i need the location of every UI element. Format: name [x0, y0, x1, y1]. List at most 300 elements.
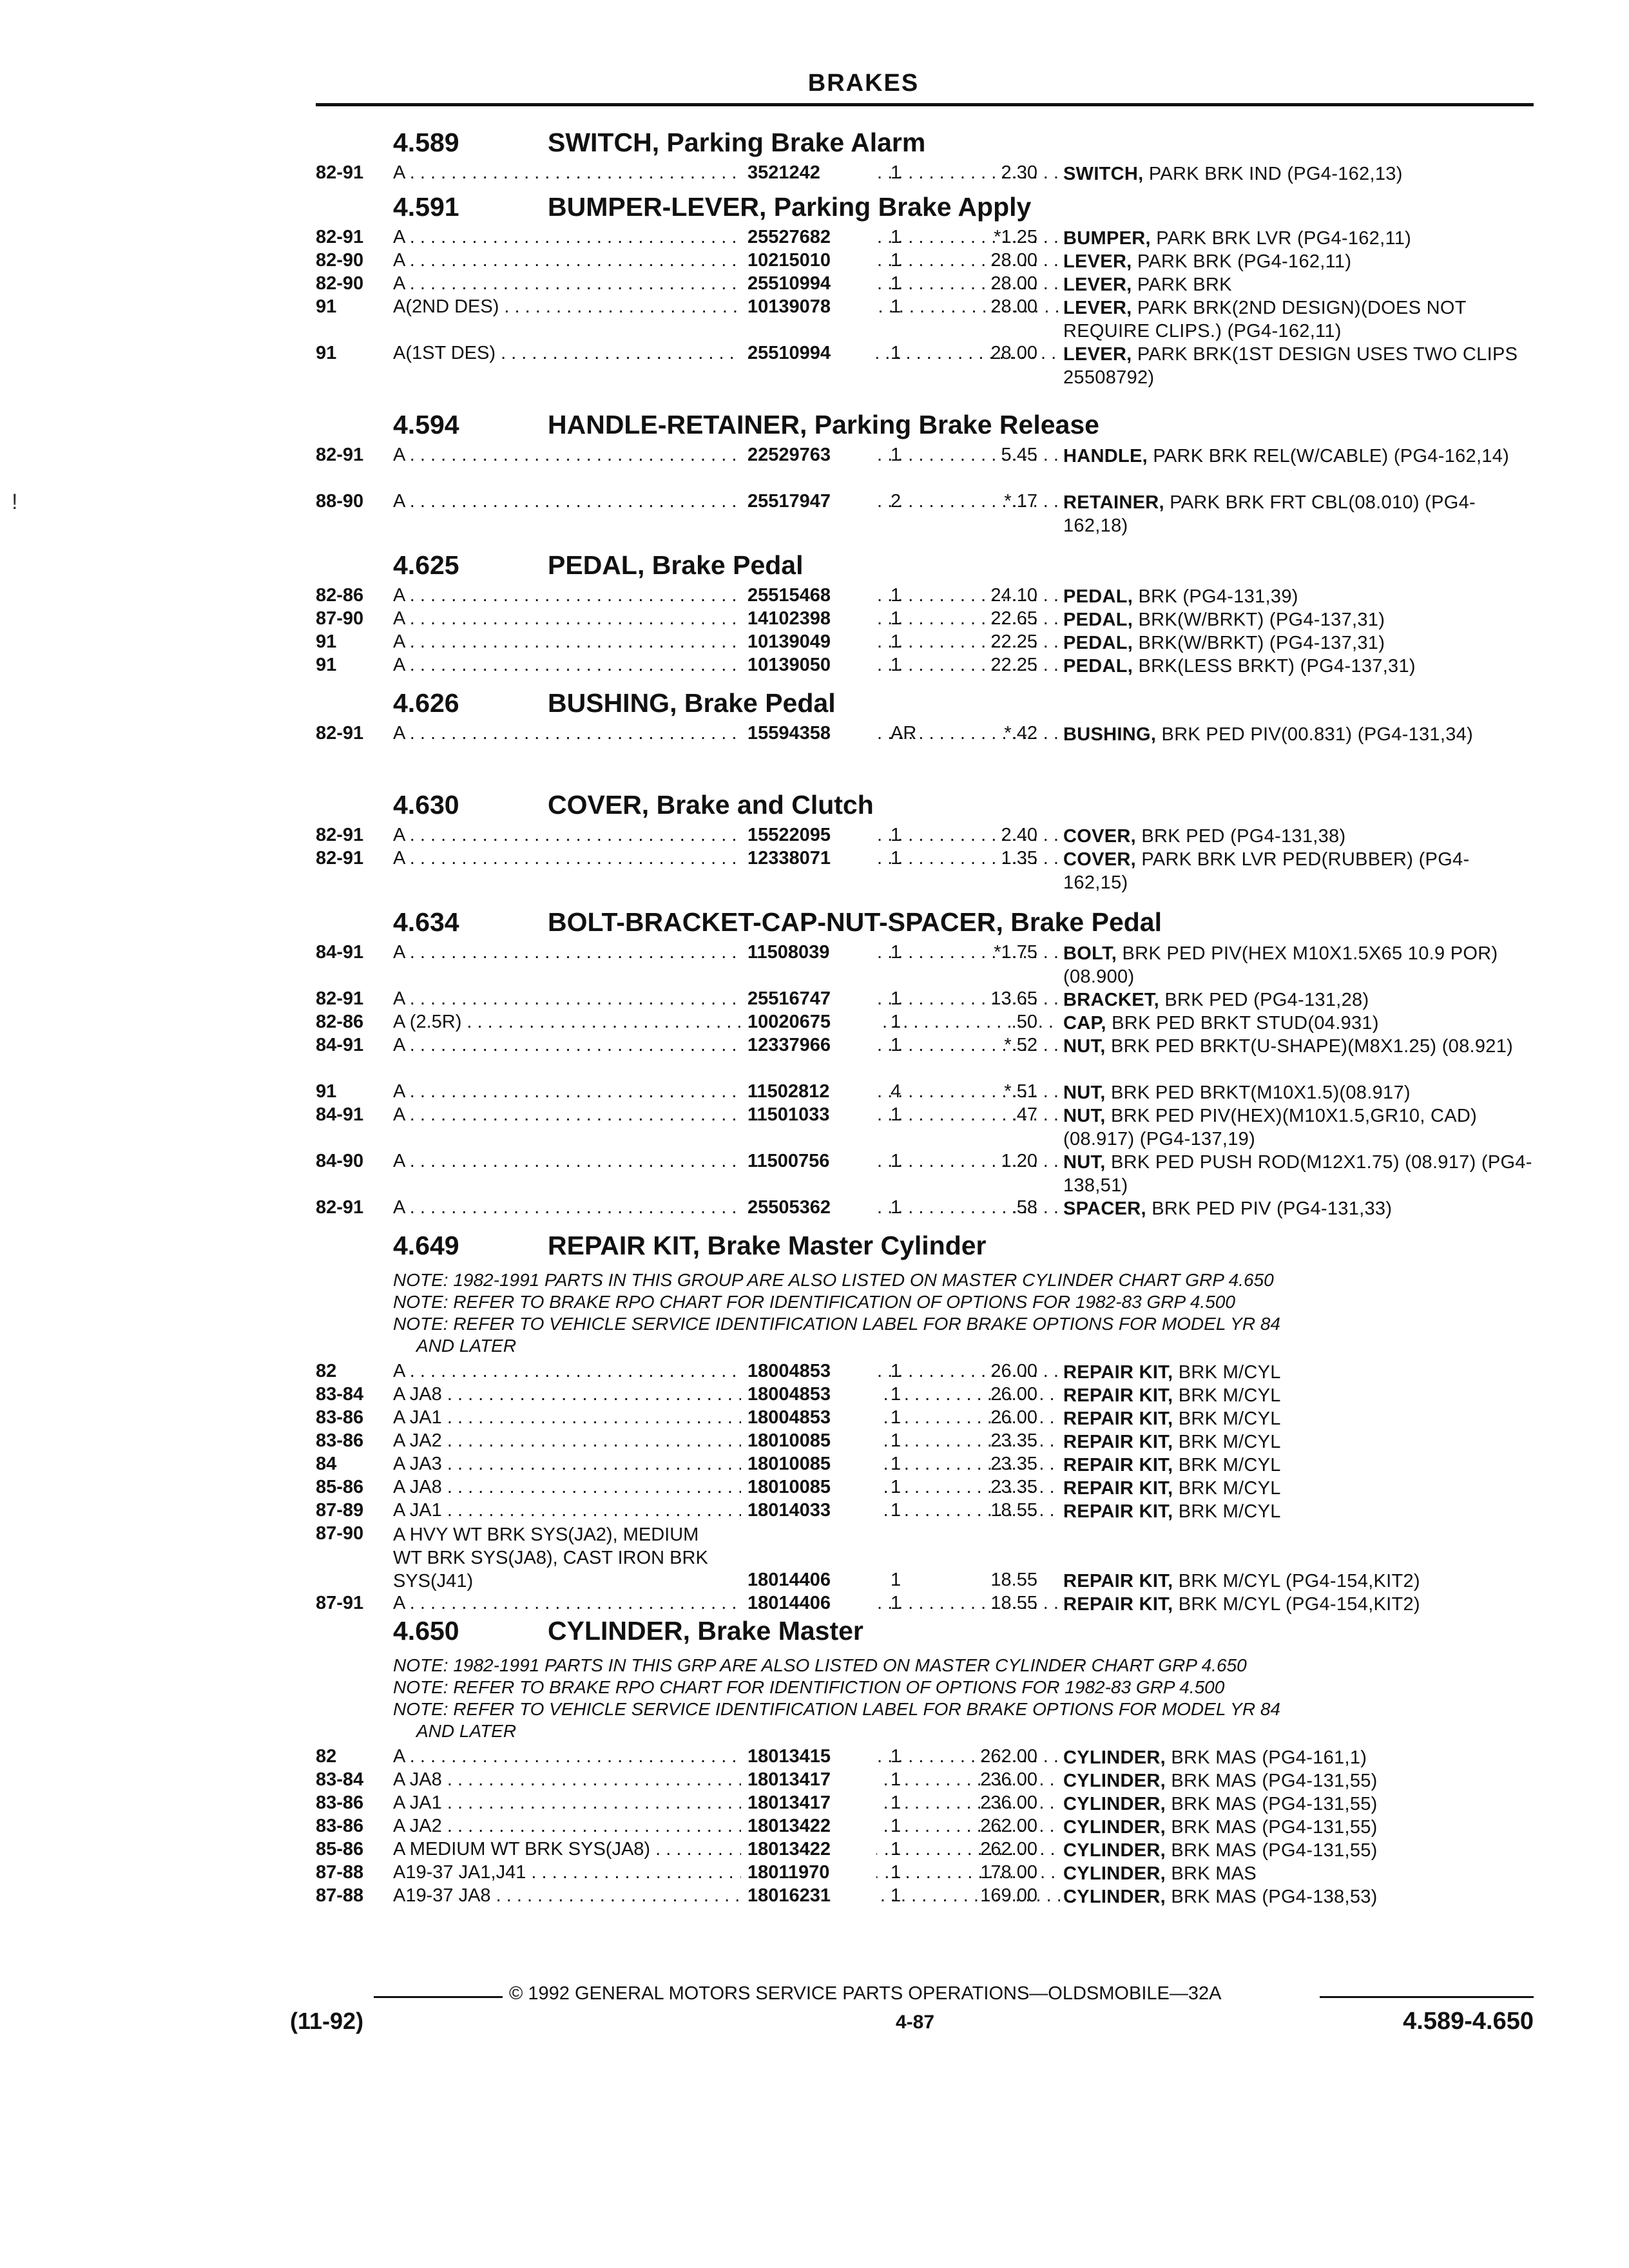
- part-description: [1063, 1430, 1534, 1454]
- description-name: COVER,: [1063, 849, 1136, 870]
- parts-row: [316, 1769, 1534, 1792]
- model-year: 83-84: [316, 1769, 364, 1790]
- description-detail: BRK(W/BRKT) (PG4-137,31): [1138, 610, 1385, 630]
- description-name: SWITCH,: [1063, 164, 1144, 184]
- description-name: BUSHING,: [1063, 724, 1157, 745]
- parts-row: [316, 1104, 1534, 1151]
- parts-row: [316, 1523, 1534, 1593]
- parts-row: [316, 1361, 1534, 1384]
- model-year: 87-88: [316, 1885, 364, 1906]
- section-heading: [316, 545, 1534, 585]
- part-number: 25510994: [741, 273, 876, 294]
- parts-row: [316, 1012, 1534, 1035]
- part-number: 15522095: [741, 825, 876, 846]
- price: 262.00: [980, 1746, 1037, 1767]
- quantity: 1: [891, 1012, 901, 1032]
- parts-row: [316, 227, 1534, 250]
- part-number: 12337966: [741, 1035, 876, 1056]
- note-line: AND LATER: [416, 1336, 517, 1356]
- quantity: 1: [891, 273, 901, 294]
- quantity: 4: [891, 1081, 901, 1102]
- part-number: 25505362: [741, 1197, 876, 1218]
- description-detail: BRK MAS (PG4-161,1): [1171, 1747, 1367, 1768]
- part-description: [1063, 162, 1534, 186]
- quantity: 1: [891, 825, 901, 845]
- parts-row: [316, 1477, 1534, 1500]
- model-applicability: A . . .: [393, 273, 1060, 294]
- parts-row: [316, 1454, 1534, 1477]
- parts-row: [316, 848, 1534, 894]
- part-number: 18010085: [741, 1477, 876, 1498]
- description-detail: BRK PED BRKT(M10X1.5)(08.917): [1111, 1082, 1411, 1103]
- price: *1.75: [994, 942, 1037, 963]
- section-4-649: [316, 1225, 1534, 1616]
- quantity: 1: [891, 1151, 901, 1171]
- parts-row: [316, 1839, 1534, 1862]
- model-year: 82-91: [316, 445, 364, 465]
- section-4-589: [316, 122, 1534, 186]
- section-heading: [316, 1225, 1534, 1265]
- description-detail: PARK BRK: [1137, 274, 1232, 295]
- parts-row: [316, 1430, 1534, 1454]
- description-detail: BRK PED (PG4-131,38): [1141, 826, 1346, 847]
- model-applicability: A JA2 . . .: [393, 1430, 1060, 1452]
- section-number: 4.650: [393, 1616, 459, 1646]
- part-number: 11500756: [741, 1151, 876, 1172]
- model-applicability: A . . .: [393, 585, 1060, 606]
- price: 28.00: [990, 296, 1037, 317]
- price: *.42: [1004, 723, 1037, 744]
- quantity: 1: [891, 988, 901, 1009]
- quantity: 1: [891, 1430, 901, 1451]
- model-year: 82-91: [316, 723, 364, 744]
- description-name: REPAIR KIT,: [1063, 1385, 1173, 1406]
- part-description: [1063, 988, 1534, 1012]
- parts-rows: [316, 825, 1534, 894]
- parts-row: [316, 942, 1534, 988]
- part-description: [1063, 1035, 1534, 1058]
- description-name: CYLINDER,: [1063, 1747, 1166, 1768]
- part-number: 18014033: [741, 1500, 876, 1521]
- parts-row: [316, 343, 1534, 389]
- part-description: [1063, 585, 1534, 608]
- parts-row: [316, 1407, 1534, 1430]
- note-line: NOTE: REFER TO BRAKE RPO CHART FOR IDENTIFICTION OF OPTIONS FOR 1982-83 GRP 4.500: [393, 1677, 1225, 1697]
- model-applicability: A19-37 JA1,J41 . . .: [393, 1862, 1060, 1883]
- part-number: 18011970: [741, 1862, 876, 1883]
- part-number: 18010085: [741, 1454, 876, 1475]
- quantity: 1: [891, 848, 901, 869]
- parts-row: [316, 1862, 1534, 1885]
- description-name: REPAIR KIT,: [1063, 1478, 1173, 1499]
- description-detail: BRK PED PIV(00.831) (PG4-131,34): [1161, 724, 1474, 745]
- model-year: 82-86: [316, 1012, 364, 1032]
- part-description: [1063, 1384, 1534, 1407]
- model-applicability: A . . .: [393, 1361, 1060, 1382]
- part-description: [1063, 296, 1534, 343]
- part-number: 18013417: [741, 1792, 876, 1814]
- description-name: REPAIR KIT,: [1063, 1571, 1173, 1591]
- price: 18.55: [990, 1570, 1037, 1590]
- description-name: CYLINDER,: [1063, 1863, 1166, 1884]
- model-applicability: A(2ND DES) . . .: [393, 296, 1060, 318]
- parts-row: [316, 1151, 1534, 1197]
- quantity: 1: [891, 1816, 901, 1836]
- quantity: 1: [891, 1035, 901, 1055]
- part-number: 10020675: [741, 1012, 876, 1033]
- parts-row: [316, 250, 1534, 273]
- description-detail: BRK PED PIV (PG4-131,33): [1152, 1198, 1393, 1219]
- price: 262.00: [980, 1839, 1037, 1860]
- model-applicability: A JA8 . . .: [393, 1384, 1060, 1405]
- model-year: 84: [316, 1454, 337, 1474]
- quantity: 1: [891, 1197, 901, 1218]
- description-detail: PARK BRK REL(W/CABLE) (PG4-162,14): [1153, 446, 1510, 466]
- footer-group-range: 4.589-4.650: [1403, 2008, 1534, 2035]
- price: 236.00: [980, 1792, 1037, 1813]
- quantity: 1: [891, 343, 901, 363]
- price: 22.25: [990, 631, 1037, 652]
- model-applicability: A JA8 . . .: [393, 1477, 1060, 1498]
- model-applicability: A . . .: [393, 848, 1060, 869]
- description-name: CAP,: [1063, 1013, 1106, 1033]
- section-number: 4.625: [393, 550, 459, 580]
- model-applicability: A . . .: [393, 491, 1060, 512]
- part-description: [1063, 825, 1534, 848]
- model-applicability: A . . .: [393, 655, 1060, 676]
- description-name: CYLINDER,: [1063, 1887, 1166, 1907]
- parts-row: [316, 825, 1534, 848]
- model-applicability: A . . .: [393, 988, 1060, 1010]
- model-year: 84-91: [316, 942, 364, 963]
- section-notes: [393, 1651, 1527, 1746]
- section-4-630: [316, 785, 1534, 894]
- part-description: [1063, 1012, 1534, 1035]
- model-applicability: A JA1 . . .: [393, 1407, 1060, 1428]
- quantity: 1: [891, 296, 901, 317]
- description-detail: BRK PED (PG4-131,28): [1164, 990, 1369, 1010]
- section-4-634: [316, 902, 1534, 1220]
- footer-rule-right: [1320, 1996, 1534, 1998]
- part-number: 10139050: [741, 655, 876, 676]
- description-detail: BRK MAS (PG4-131,55): [1171, 1794, 1378, 1814]
- description-detail: BRK M/CYL: [1178, 1408, 1281, 1429]
- description-name: PEDAL,: [1063, 610, 1133, 630]
- model-applicability: A . . .: [393, 1593, 1060, 1614]
- price: 24.10: [990, 585, 1037, 606]
- model-year: 82-90: [316, 273, 364, 294]
- section-heading: [316, 1611, 1534, 1651]
- model-applicability: A JA3 . . .: [393, 1454, 1060, 1475]
- description-detail: PARK BRK FRT CBL(08.010) (PG4-162,18): [1063, 492, 1476, 536]
- model-applicability: A(1ST DES) . . .: [393, 343, 1060, 364]
- part-number: 25510994: [741, 343, 876, 364]
- price: .47: [1011, 1104, 1037, 1125]
- model-applicability: A . . .: [393, 942, 1060, 963]
- parts-rows: [316, 227, 1534, 389]
- part-number: 25516747: [741, 988, 876, 1010]
- part-number: 11502812: [741, 1081, 876, 1102]
- part-description: [1063, 1792, 1534, 1816]
- description-name: PEDAL,: [1063, 586, 1133, 607]
- quantity: 1: [891, 655, 901, 675]
- part-description: [1063, 631, 1534, 655]
- description-detail: BRK M/CYL: [1178, 1478, 1281, 1499]
- quantity: 1: [891, 942, 901, 963]
- section-title: HANDLE-RETAINER, Parking Brake Release: [548, 410, 1099, 439]
- description-detail: BRK(LESS BRKT) (PG4-137,31): [1138, 656, 1416, 677]
- model-year: 84-91: [316, 1104, 364, 1125]
- price: 262.00: [980, 1816, 1037, 1836]
- description-detail: BRK MAS (PG4-131,55): [1171, 1840, 1378, 1861]
- part-number: 18013422: [741, 1816, 876, 1837]
- quantity: 1: [891, 1746, 901, 1767]
- description-detail: BRK PED PUSH ROD(M12X1.75) (08.917) (PG4-138,51): [1063, 1152, 1532, 1196]
- description-name: PEDAL,: [1063, 656, 1133, 677]
- description-detail: BRK(W/BRKT) (PG4-137,31): [1138, 633, 1385, 653]
- price: 23.35: [990, 1477, 1037, 1497]
- price: .50: [1011, 1012, 1037, 1032]
- model-applicability: A . . .: [393, 1197, 1060, 1218]
- description-detail: BRK M/CYL: [1178, 1362, 1281, 1383]
- quantity: 1: [891, 227, 901, 247]
- description-name: LEVER,: [1063, 344, 1132, 365]
- quantity: AR: [891, 723, 917, 744]
- description-detail: BRK M/CYL (PG4-154,KIT2): [1178, 1594, 1420, 1615]
- part-description: [1063, 1570, 1534, 1593]
- section-title: SWITCH, Parking Brake Alarm: [548, 128, 926, 157]
- price: *.52: [1004, 1035, 1037, 1055]
- section-4-594: [316, 405, 1534, 537]
- model-year: 91: [316, 631, 337, 652]
- header-rule: [316, 103, 1534, 106]
- description-detail: BRK MAS (PG4-131,55): [1171, 1771, 1378, 1791]
- description-name: BRACKET,: [1063, 990, 1160, 1010]
- parts-rows: [316, 942, 1534, 1220]
- quantity: 1: [891, 585, 901, 606]
- parts-row: [316, 1792, 1534, 1816]
- parts-row: [316, 585, 1534, 608]
- model-year: 88-90: [316, 491, 364, 512]
- section-number: 4.594: [393, 410, 459, 439]
- part-number: 11508039: [741, 942, 876, 963]
- section-heading: [316, 405, 1534, 445]
- description-name: REPAIR KIT,: [1063, 1432, 1173, 1452]
- model-applicability: A MEDIUM WT BRK SYS(JA8) . . .: [393, 1839, 1060, 1860]
- margin-mark: !: [12, 490, 18, 514]
- part-description: [1063, 608, 1534, 631]
- footer-copyright: © 1992 GENERAL MOTORS SERVICE PARTS OPERATIONS—OLDSMOBILE—32A: [509, 1983, 1222, 2004]
- quantity: 1: [891, 162, 901, 183]
- price: 5.45: [1001, 445, 1037, 465]
- part-description: [1063, 1769, 1534, 1792]
- model-applicability: A . . .: [393, 1035, 1060, 1056]
- quantity: 1: [891, 1839, 901, 1860]
- section-number: 4.591: [393, 192, 459, 222]
- part-number: 18010085: [741, 1430, 876, 1452]
- price: 13.65: [990, 988, 1037, 1009]
- model-applicability: A JA8 . . .: [393, 1769, 1060, 1791]
- price: 28.00: [990, 343, 1037, 363]
- description-detail: PARK BRK IND (PG4-162,13): [1148, 164, 1403, 184]
- model-year: 83-86: [316, 1792, 364, 1813]
- section-heading: [316, 683, 1534, 723]
- model-year: 82: [316, 1361, 337, 1381]
- description-detail: BRK MAS (PG4-131,55): [1171, 1817, 1378, 1838]
- section-number: 4.634: [393, 907, 459, 937]
- part-number: 18013422: [741, 1839, 876, 1860]
- model-applicability: A . . .: [393, 723, 1060, 744]
- section-title: CYLINDER, Brake Master: [548, 1616, 863, 1646]
- part-number: 25517947: [741, 491, 876, 512]
- description-name: SPACER,: [1063, 1198, 1146, 1219]
- footer-rule-left: [374, 1996, 503, 1998]
- footer-page-number: 4-87: [896, 2012, 935, 2033]
- part-number: 10139078: [741, 296, 876, 318]
- parts-row: [316, 655, 1534, 678]
- section-heading: [316, 785, 1534, 825]
- section-heading: [316, 187, 1534, 227]
- quantity: 1: [891, 1477, 901, 1497]
- model-year: 91: [316, 296, 337, 317]
- description-name: BUMPER,: [1063, 228, 1151, 249]
- part-description: [1063, 723, 1534, 746]
- part-number: 18004853: [741, 1361, 876, 1382]
- price: 26.00: [990, 1384, 1037, 1405]
- description-name: LEVER,: [1063, 274, 1132, 295]
- section-number: 4.589: [393, 128, 459, 157]
- price: *1.25: [994, 227, 1037, 247]
- part-description: [1063, 445, 1534, 468]
- part-description: [1063, 491, 1534, 537]
- part-description: [1063, 655, 1534, 678]
- part-description: [1063, 250, 1534, 273]
- part-description: [1063, 1862, 1534, 1885]
- quantity: 1: [891, 1885, 901, 1906]
- part-number: 18004853: [741, 1384, 876, 1405]
- model-year: 84-91: [316, 1035, 364, 1055]
- price: 22.65: [990, 608, 1037, 629]
- description-detail: BRK (PG4-131,39): [1138, 586, 1298, 607]
- model-year: 87-90: [316, 1523, 364, 1544]
- model-applicability: A JA1 . . .: [393, 1792, 1060, 1814]
- price: 26.00: [990, 1407, 1037, 1428]
- quantity: 1: [891, 608, 901, 629]
- model-applicability: A (2.5R) . . .: [393, 1012, 1060, 1033]
- description-name: REPAIR KIT,: [1063, 1455, 1173, 1475]
- part-description: [1063, 1816, 1534, 1839]
- description-detail: BRK M/CYL: [1178, 1385, 1281, 1406]
- quantity: 1: [891, 1500, 901, 1521]
- note-line: NOTE: REFER TO VEHICLE SERVICE IDENTIFICATION LABEL FOR BRAKE OPTIONS FOR MODEL YR 84: [393, 1699, 1280, 1719]
- description-detail: BRK M/CYL (PG4-154,KIT2): [1178, 1571, 1420, 1591]
- model-year: 83-86: [316, 1430, 364, 1451]
- section-title: COVER, Brake and Clutch: [548, 790, 874, 820]
- description-detail: PARK BRK LVR PED(RUBBER) (PG4-162,15): [1063, 849, 1470, 893]
- parts-row: [316, 723, 1534, 769]
- part-number: 18013417: [741, 1769, 876, 1791]
- footer-date: (11-92): [290, 2008, 364, 2034]
- model-applicability: A JA1 . . .: [393, 1500, 1060, 1521]
- description-detail: BRK M/CYL: [1178, 1455, 1281, 1475]
- section-title: BUMPER-LEVER, Parking Brake Apply: [548, 192, 1032, 222]
- section-title: PEDAL, Brake Pedal: [548, 550, 804, 580]
- model-year: 82-91: [316, 988, 364, 1009]
- part-number: 15594358: [741, 723, 876, 744]
- quantity: 1: [891, 1407, 901, 1428]
- section-number: 4.649: [393, 1231, 459, 1260]
- parts-row: [316, 988, 1534, 1012]
- model-applicability: A . . .: [393, 1151, 1060, 1172]
- part-description: [1063, 1454, 1534, 1477]
- section-4-626: [316, 683, 1534, 769]
- quantity: 1: [891, 1384, 901, 1405]
- part-number: 18014406: [741, 1593, 876, 1614]
- part-description: [1063, 343, 1534, 389]
- section-4-625: [316, 545, 1534, 678]
- model-applicability: A . . .: [393, 631, 1060, 653]
- parts-rows: [316, 585, 1534, 678]
- price: 28.00: [990, 250, 1037, 271]
- part-number: 18014406: [741, 1570, 876, 1591]
- part-number: 10215010: [741, 250, 876, 271]
- price: 28.00: [990, 273, 1037, 294]
- quantity: 2: [891, 491, 901, 512]
- description-name: REPAIR KIT,: [1063, 1501, 1173, 1522]
- description-detail: BRK MAS: [1171, 1863, 1257, 1884]
- model-year: 87-89: [316, 1500, 364, 1521]
- model-year: 83-86: [316, 1407, 364, 1428]
- model-applicability: A . . .: [393, 162, 1060, 184]
- model-applicability: A HVY WT BRK SYS(JA2), MEDIUM WT BRK SYS(JA8), CAST IRON BRK SYS(J41): [393, 1524, 708, 1591]
- description-detail: BRK PED BRKT STUD(04.931): [1112, 1013, 1379, 1033]
- model-year: 91: [316, 343, 337, 363]
- quantity: 1: [891, 1454, 901, 1474]
- parts-row: [316, 1197, 1534, 1220]
- section-number: 4.626: [393, 688, 459, 718]
- parts-rows: [316, 723, 1534, 769]
- price: 169.00: [980, 1885, 1037, 1906]
- parts-row: [316, 445, 1534, 491]
- description-name: REPAIR KIT,: [1063, 1362, 1173, 1383]
- model-year: 91: [316, 655, 337, 675]
- parts-row: [316, 296, 1534, 343]
- description-detail: BRK MAS (PG4-138,53): [1171, 1887, 1378, 1907]
- parts-row: [316, 608, 1534, 631]
- quantity: 1: [891, 1769, 901, 1790]
- parts-row: [316, 491, 1534, 537]
- note-line: AND LATER: [416, 1721, 517, 1741]
- section-number: 4.630: [393, 790, 459, 820]
- price: 1.20: [1001, 1151, 1037, 1171]
- part-number: 22529763: [741, 445, 876, 466]
- section-4-650: [316, 1611, 1534, 1908]
- price: 22.25: [990, 655, 1037, 675]
- price: 23.35: [990, 1430, 1037, 1451]
- part-number: 14102398: [741, 608, 876, 629]
- part-description: [1063, 1197, 1534, 1220]
- model-year: 87-91: [316, 1593, 364, 1613]
- model-year: 82-91: [316, 848, 364, 869]
- price: 2.40: [1001, 825, 1037, 845]
- parts-rows: [316, 1361, 1534, 1616]
- quantity: 1: [891, 631, 901, 652]
- price: *.51: [1004, 1081, 1037, 1102]
- description-name: RETAINER,: [1063, 492, 1164, 513]
- model-applicability: A . . .: [393, 1746, 1060, 1767]
- part-description: [1063, 942, 1534, 988]
- model-applicability: A JA2 . . .: [393, 1816, 1060, 1837]
